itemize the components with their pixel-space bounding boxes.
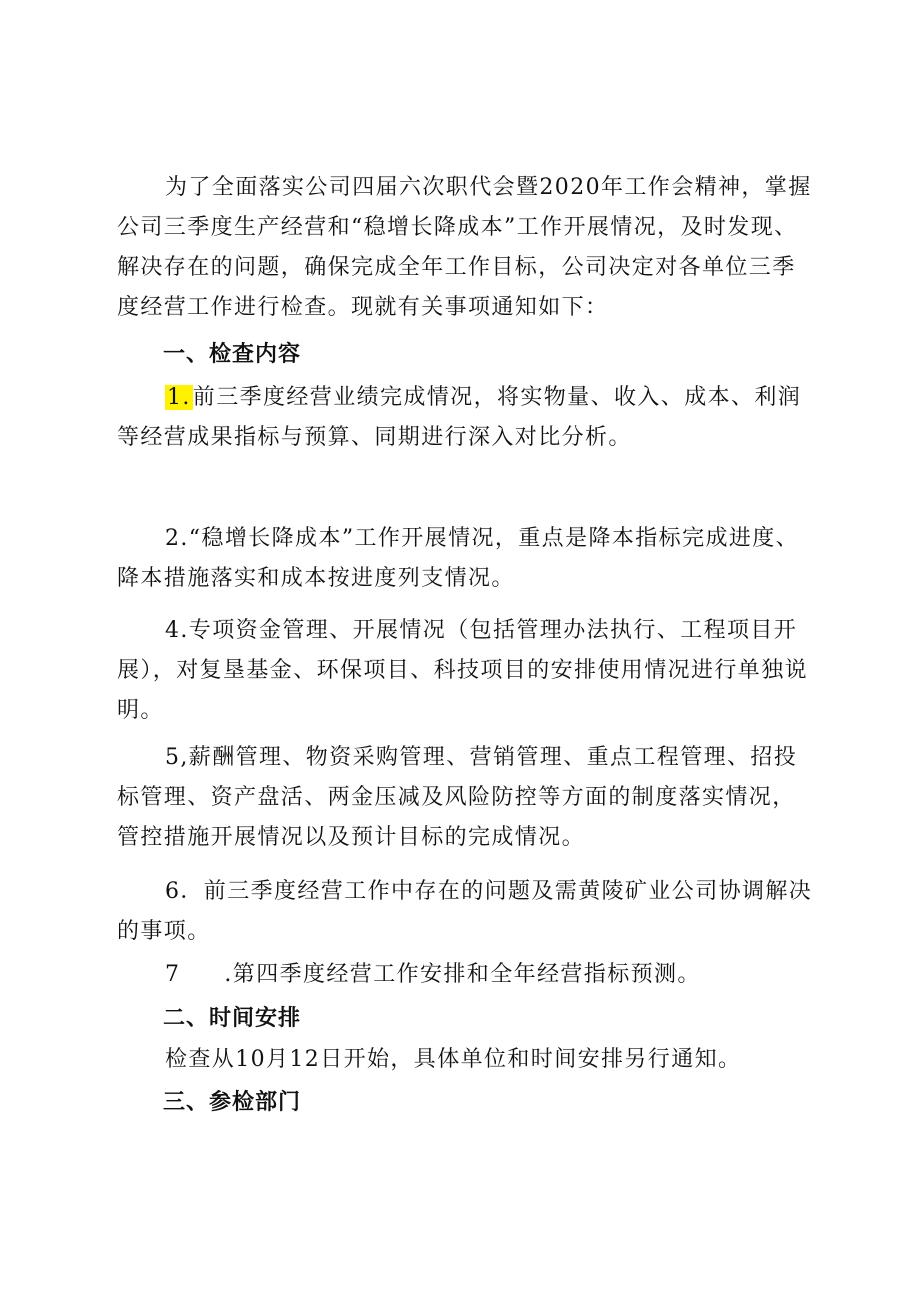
item-7-number: 7 bbox=[165, 962, 181, 987]
section2-heading: 二、时间安排 bbox=[163, 1006, 302, 1031]
item-2-paragraph: 2.“稳增长降成本”工作开展情况，重点是降本指标完成进度、降本措施落实和成本按进度列支情况。 bbox=[117, 526, 800, 591]
item-7-text: .第四季度经营工作安排和全年经营指标预测。 bbox=[224, 962, 701, 987]
item-1-paragraph bbox=[117, 378, 817, 458]
item-7-paragraph bbox=[117, 955, 817, 995]
item-5-paragraph: 5,薪酬管理、物资采购管理、营销管理、重点工程管理、招投标管理、资产盘活、两金压减及风险防控等方面的制度落实情况，管控措施开展情况以及预计目标的完成情况。 bbox=[117, 745, 798, 850]
item-1-text: 前三季度经营业绩完成情况，将实物量、收入、成本、利润等经营成果指标与预算、同期进行深入对比分析。 bbox=[117, 385, 802, 450]
intro-paragraph: 为了全面落实公司四届六次职代会暨2020年工作会精神，掌握公司三季度生产经营和“稳增长降成本”工作开展情况，及时发现、解决存在的问题，确保完成全年工作目标，公司决定对各单位三季度经营工作进行检查。现就有关事项通知如下： bbox=[117, 175, 812, 320]
section3-heading: 三、参检部门 bbox=[163, 1090, 302, 1115]
item-6-paragraph: 6．前三季度经营工作中存在的问题及需黄陵矿业公司协调解决的事项。 bbox=[117, 879, 813, 944]
section2-paragraph: 检查从10月12日开始，具体单位和时间安排另行通知。 bbox=[165, 1047, 742, 1072]
item-4-paragraph: 4.专项资金管理、开展情况（包括管理办法执行、工程项目开展），对复垦基金、环保项目、科技项目的安排使用情况进行单独说明。 bbox=[117, 618, 809, 723]
item-1-number-highlight: 1. bbox=[167, 385, 191, 410]
section1-heading: 一、检查内容 bbox=[163, 342, 302, 367]
